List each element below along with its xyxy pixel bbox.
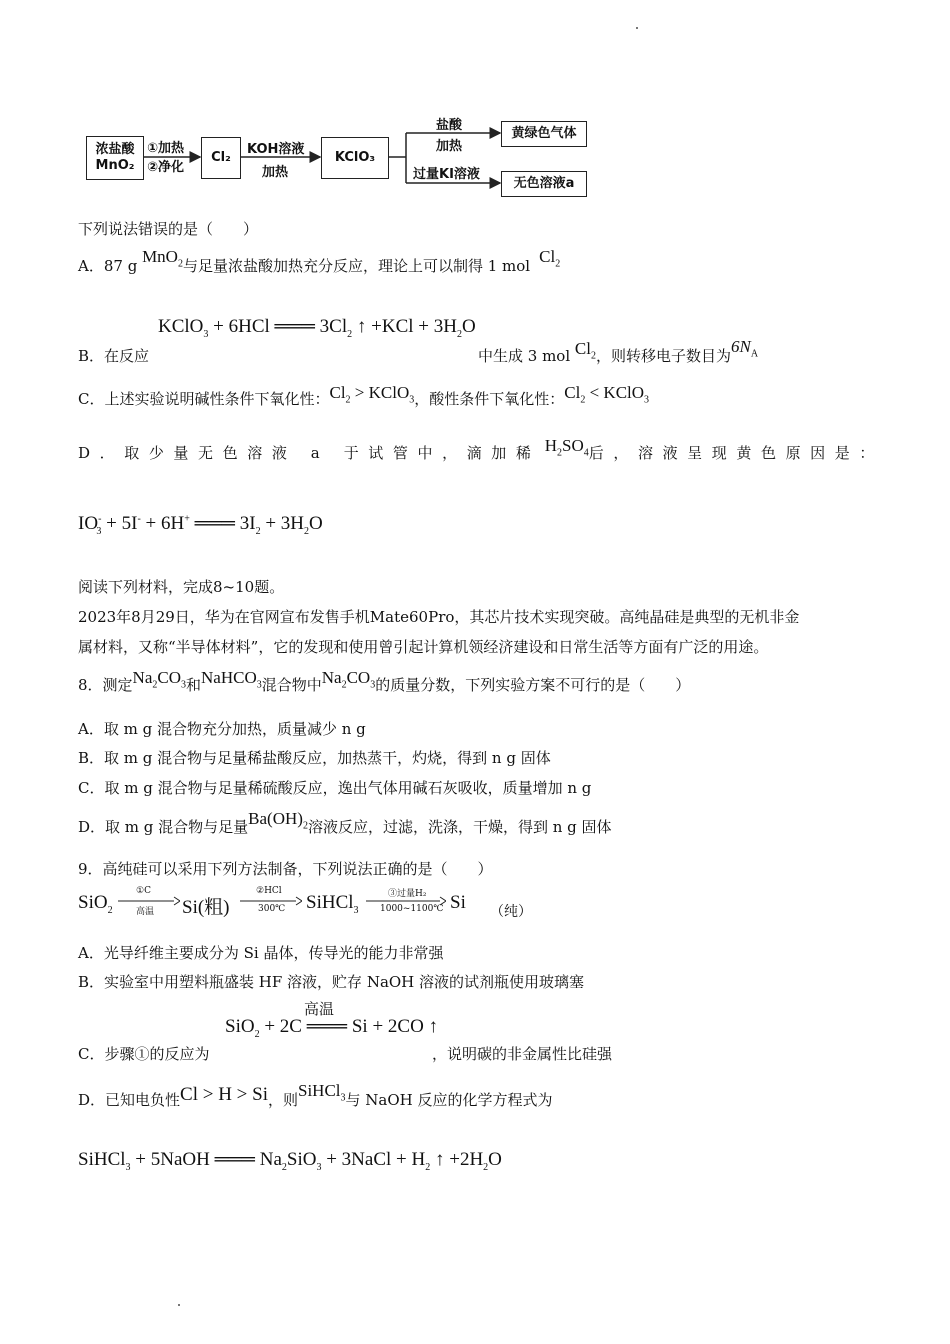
q8-option-a: A．取 m g 混合物充分加热，质量减少 n g [78, 720, 366, 738]
q7-b-post: ，则转移电子数目为 [595, 347, 731, 365]
flow-step2-top: KOH溶液 [247, 142, 305, 157]
process-sio2: SiO$_2$ [78, 892, 113, 916]
process-sio2-text: SiO [78, 892, 108, 913]
formula-electronegativity: Cl > H > Si [180, 1084, 268, 1105]
q7-c-mid: ，酸性条件下氧化性： [414, 390, 565, 408]
q9-stem: 9．高纯硅可以采用下列方法制备，下列说法正确的是（ ） [78, 860, 493, 878]
flow-start-line2: MnO₂ [95, 158, 135, 173]
q8-stem [78, 668, 691, 702]
q7-stem: 下列说法错误的是（ ） [78, 220, 259, 238]
q7-option-d [78, 436, 884, 470]
process-arrow2 [240, 896, 302, 906]
q9-d-pre: D．已知电负性 [78, 1091, 181, 1109]
flow-result-bottom-box: 无色溶液a [501, 171, 587, 197]
q9-option-a: A．光导纤维主要成分为 Si 晶体，传导光的能力非常强 [78, 944, 444, 962]
flow-cl2-box: Cl₂ [201, 137, 241, 179]
flow-branch-top-label2: 加热 [436, 139, 463, 154]
formula-cl2-lt-kclo3: $Cl_2$ < KClO$_3$ [564, 383, 650, 406]
q9-option-c-post: ，说明碳的非金属性比硅强 [432, 1045, 613, 1063]
q9-d-mid: ，则 [267, 1091, 298, 1109]
formula-nahco3: NaHCO$_3$ [201, 668, 262, 691]
q8-and: 和 [186, 676, 202, 694]
formula-h2so4: $H_2SO_4$ [540, 436, 589, 459]
process-pure-label: （纯） [490, 904, 532, 920]
process-arrow2-bottom: 300℃ [258, 904, 286, 914]
process-arrow1-bottom: 高温 [136, 907, 155, 917]
flow-step1-line2: ②净化 [147, 160, 185, 175]
q7-d-pre: D．取少量无色溶液 a 于试管中，滴加稀 [78, 444, 541, 462]
q8-d-post: 溶液反应，过滤，洗涤，干燥，得到 n g 固体 [307, 818, 612, 836]
formula-sihcl3: SiHCl$_3$ [298, 1081, 346, 1104]
formula-cl2-b: $Cl_2$ [574, 339, 596, 362]
q7-c-pre: C．上述实验说明碱性条件下氧化性： [78, 390, 330, 408]
q9-option-b: B．实验室中用塑料瓶盛装 HF 溶液，贮存 NaOH 溶液的试剂瓶使用玻璃塞 [78, 973, 585, 991]
flow-kclo3-box: KClO₃ [321, 137, 389, 179]
flow-start-line1: 浓盐酸 [95, 142, 135, 157]
q8-mix: 混合物中 [261, 676, 322, 694]
process-arrow2-top: ②HCl [256, 886, 282, 896]
scan-dot [178, 1304, 180, 1306]
formula-cl2-gt-kclo3: $Cl_2$ > KClO$_3$ [329, 383, 415, 406]
q7-a-mid: 与足量浓盐酸加热充分反应，理论上可以制得 1 mol [182, 257, 535, 275]
q8-pre: 8．测定 [78, 676, 133, 694]
q7-a-pre: A．87 g [78, 257, 143, 275]
formula-mno2: MnO$_2$ [142, 247, 183, 270]
q7-b-mid: 中生成 3 mol [478, 347, 575, 365]
intro-line3: 属材料，又称“半导体材料”，它的发现和使用曾引起计算机领经济建设和日常生活等方面有广泛的用途。 [78, 638, 769, 656]
q9-d-post: 与 NaOH 反应的化学方程式为 [345, 1091, 553, 1109]
process-arrow1 [118, 896, 180, 906]
flowchart-arrows [0, 0, 950, 210]
intro-line1: 阅读下列材料，完成8~10题。 [78, 578, 285, 596]
formula-6na: $6N_A$ [730, 337, 759, 360]
flow-step1-line1: ①加热 [147, 141, 185, 156]
process-arrow3 [366, 896, 446, 906]
formula-cl2: $Cl_2$ [534, 247, 561, 270]
process-si-crude: Si(粗) [182, 897, 230, 918]
formula-sihcl3-naoh: SiHCl$_3$ + 5NaOH ═══ $Na_2SiO_3$ + 3NaCl + $H_2$ ↑ $+2H_2O$ [78, 1149, 502, 1173]
q7-option-a [78, 247, 561, 283]
flow-branch-bottom-label: 过量KI溶液 [413, 167, 480, 182]
q7-option-b [478, 337, 759, 373]
flow-branch-top-label: 盐酸 [436, 118, 463, 133]
q8-option-c: C．取 m g 混合物与足量稀硫酸反应，逸出气体用碱石灰吸收，质量增加 n g [78, 779, 592, 797]
flow-result-top-box: 黄绿色气体 [501, 121, 587, 147]
q8-option-d [78, 809, 612, 844]
q9-option-d [78, 1081, 553, 1117]
formula-baoh2: $Ba(OH)_2$ [248, 809, 308, 832]
process-si-pure: Si [450, 892, 466, 913]
intro-line2: 2023年8月29日，华为在官网宣布发售手机Mate60Pro，其芯片技术实现突破。高纯晶硅是典型的无机非金 [78, 608, 800, 626]
process-sihcl3: SiHCl$_3$ [306, 892, 359, 916]
q7-option-c [78, 383, 650, 416]
process-arrow3-top: ③过量H₂ [388, 889, 427, 899]
q7-d-post: 后，溶液呈现黄色原因是： [588, 444, 884, 462]
q9-option-c-pre: C．步骤①的反应为 [78, 1045, 210, 1063]
q8-d-pre: D．取 m g 混合物与足量 [78, 818, 249, 836]
formula-kclo3-reaction: KClO$_3$ + 6HCl ═══ $3Cl_2$ ↑ $+KCl + 3H_2O$ [158, 316, 476, 340]
q9-c-condition: 高温 [304, 1000, 335, 1018]
formula-sio2-reduction: SiO$_2$ + 2C ═══ Si + 2CO ↑ [225, 1016, 439, 1040]
q9-process [78, 884, 638, 918]
process-sihcl3-text: SiHCl [306, 892, 354, 913]
formula-na2co3: $Na_2CO_3$ [132, 668, 186, 691]
process-arrow3-bottom: 1000~1100℃ [380, 904, 444, 914]
q8-option-b: B．取 m g 混合物与足量稀盐酸反应，加热蒸干，灼烧，得到 n g 固体 [78, 749, 551, 767]
process-arrow1-top: ①C [136, 886, 151, 896]
flow-step2-bottom: 加热 [262, 165, 289, 180]
q7-option-b-pre: B．在反应 [78, 347, 150, 365]
formula-iodate-reaction: $IO^-_3 + 5I^- + 6H^+$ ═══ $3I_2 + 3H_2O$ [78, 513, 323, 537]
formula-na2co3-2: $Na_2CO_3$ [321, 668, 376, 691]
q8-post: 的质量分数，下列实验方案不可行的是（ ） [375, 676, 691, 694]
